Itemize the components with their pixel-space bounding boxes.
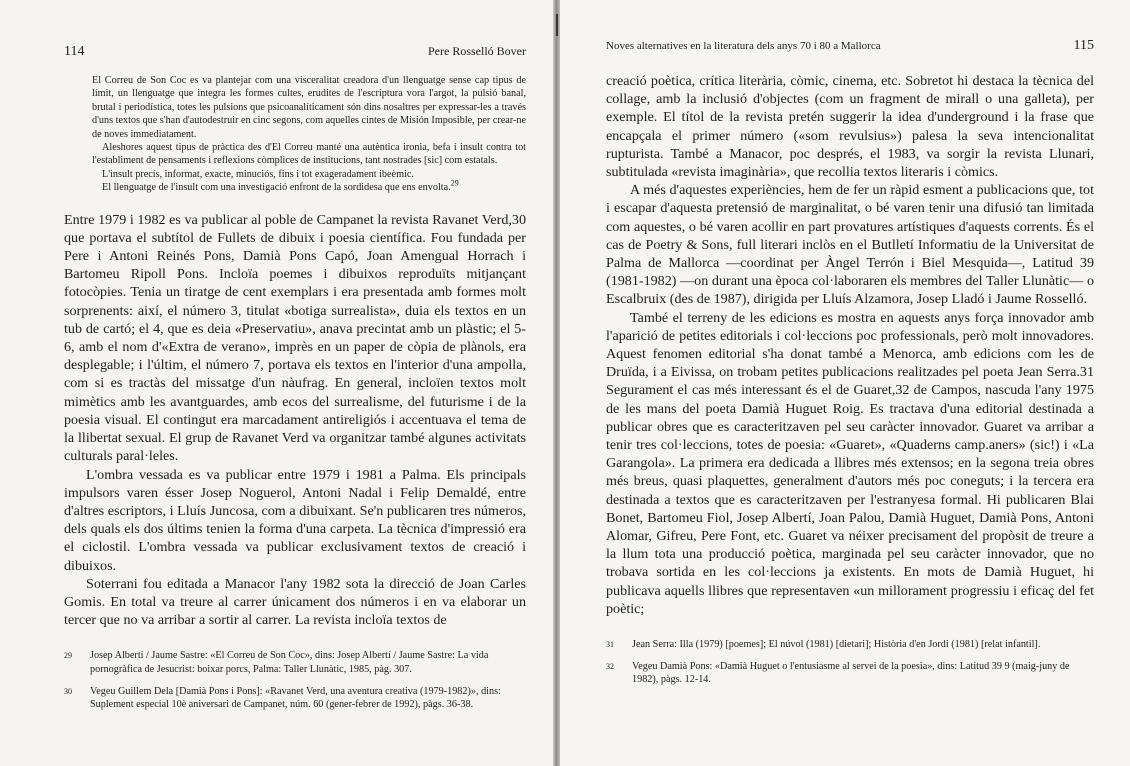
footnote-number: 29 [64,651,72,661]
paragraph: L'ombra vessada es va publicar entre 1979 i 1981 a Palma. Els principals impulsors varen ésser Josep Noguerol, Antoni Nadal i Felip Demaldé, entre d'altres escriptors, i Lluís Juncosa, com a dibuixant. Se'n publicaren tres números, dels quals els dos últims tenien la forma d'una carpeta. La tècnica d'impressió era el ciclostil. L'ombra vessada va publicar exclusivament textos de creació i dibuixos. [64,466,526,574]
footnote [64,649,526,676]
quote-paragraph: L'insult precís, informat, exacte, minuciós, fins i tot exageradament ibeèmic. [102,168,414,180]
footnote-text: Josep Albertí / Jaume Sastre: «El Correu de Son Coc», dins: Josep Albertí / Jaume Sastre: La vida pornogràfica de Jesucrist: boixar porcs, Palma: Taller Llunàtic, 1985, pàg. 307. [90,650,489,675]
quote-paragraph: El Correu de Son Coc es va plantejar com una visceralitat creadora d'un llenguatge sense cap tipus de límit, un llenguatge que integra les formes cultes, erudites de l'escriptura vora l'argot, la pulsió banal, brutal i periodística, totes les pulsions que psicoanalíticament són dins nosaltres per expressar-les a través d'uns textos que s'han d'autodestruir en cinc segons, com aquelles cintes de Misión Imposible, per crear-ne de noves immediatament. [92,75,526,140]
quote-text: El llenguatge de l'insult com una investigació enfront de la sordidesa que ens envolta. [102,182,451,194]
left-page [0,0,556,766]
footnote [606,660,1094,687]
right-page-header [606,38,1094,60]
quote-paragraph: Aleshores aquest tipus de pràctica des d'El Correu manté una autèntica ironia, befa i insult contra tot l'establiment de pensaments i reflexions còmplices de institucions, tant nostrades [sic] com estatals. [92,142,526,167]
book-spine-gutter [553,0,560,766]
running-head: Noves alternatives en la literatura dels anys 70 i 80 a Mallorca [606,40,881,52]
left-page-header [64,44,526,66]
paragraph: També el terreny de les edicions es mostra en aquests anys força innovador amb l'aparició de petites editorials i col·leccions poc professionals, però molt innovadores. Aquest fenomen editorial s'ha donat també a Menorca, amb edicions com les de Druïda, i a Eivissa, on trobam petites publicacions realitzades pel poeta Jean Serra.31 Segurament el cas més interessant és el de Guaret,32 de Campos, nascuda l'any 1975 de les mans del poeta Damià Huguet Roig. Es tractava d'una editorial destinada a publicar obres que es caracteritzaven pel seu caràcter innovador. Guaret va arribar a tenir tres col·leccions, totes de poesia: «Guaret», «Quaderns camp.aners» (sic!) i «La Garangola». La primera era dedicada a llibres més extensos; en la segona treia obres més breus, quasi plaquettes, generalment d'autors més poc coneguts; i la tercera era destinada a textos que es caracteritzaven per l'estranyesa formal. Hi publicaren Blai Bonet, Bartomeu Fiol, Josep Albertí, Joan Palou, Damià Huguet, Damià Pons, Antoni Alomar, Gifreu, Pere Font, etc. Guaret va néixer precisament del propòsit de treure a la llum tota una producció poètica, marginada pel seu caràcter innovador, que no trobava sortida en les col·leccions ja existents. En mots de Damià Huguet, hi publicava aquells llibres que representaven «un millorament progressiu i eficaç del fet poètic; [606,309,1094,617]
page-number: 114 [64,44,85,59]
right-page [560,0,1130,766]
block-quote [92,74,526,195]
paragraph: A més d'aquestes experiències, hem de fer un ràpid esment a publicacions que, tot i escapar d'aquesta pretensió de marginalitat, o bé varen tenir una difusió tan limitada com aquestes, o bé varen acollir en part provatures artístiques d'aquests corrents. És el cas de Poetry & Sons, full literari inclòs en el Butlletí Informatiu de la Universitat de Palma de Mallorca —coordinat per Àngel Terrón i Biel Mesquida—, Latitud 39 (1981-1982) —on durant una època col·laboraren els membres del Taller Llunàtic— o Escalbruix (des de 1987), dirigida per Lluís Alzamora, Josep Lladó i Jaume Rosselló. [606,182,1094,308]
footnote-text: Jean Serra: Illa (1979) [poemes]; El núvol (1981) [dietari]; Història d'en Jordi (1981) [relat infantil]. [632,639,1041,651]
footnote [64,685,526,712]
paragraph: Entre 1979 i 1982 es va publicar al poble de Campanet la revista Ravanet Verd,30 que portava el subtítol de Fullets de dibuix i poesia científica. Fou fundada per Pere i Antoni Reinés Pons, Damià Pons Capó, Joan Amengual Horrach i Bartomeu Ripoll Pons. Incloïa poemes i dibuixos reproduïts mitjançant fotocòpies. Tenia un tiratge de cent exemplars i era presentada amb formes molt sorprenents: així, el número 3, titulat «botiga surrealista», duia els textos en un tub de cartó; el 4, que es deia «Preservatiu», anava precintat amb un plàstic; el 5-6, amb el nom d'«Extra de verano», imprès en un paper de còpia de plànols, era desplegable; i l'últim, el número 7, portava els textos en l'interior d'una ampolla, com si es tractàs del missatge d'un nàufrag. En general, incloïen textos molt mimètics amb les avantguardes, amb ecos del surrealisme, del futurisme i de la poesia visual. El contingut era marcadament antireligiós i accentuava el tema de la llibertat sexual. El grup de Ravanet Verd va organitzar també algunes activitats culturals paral·leles. [64,211,526,465]
footnote-number: 30 [64,686,72,696]
footnote-text: Vegeu Damià Pons: «Damià Huguet o l'entusiasme al servei de la poesia», dins: Latitud 39 9 (maig-juny de 1982), pàgs. 12-14. [632,660,1070,686]
footnotes [64,649,526,711]
paragraph: creació poètica, crítica literària, còmic, cinema, etc. Sobretot hi destaca la tècnica del collage, amb la inclusió d'objectes (com un fragment de mirall o una galleta), per exemple. El títol de la revista pretén suggerir la idea d'underground i la frase que encapçala el primer número («som revulsius») palesa la seva intencionalitat rupturista. També a Manacor, poc després, el 1983, va sorgir la revista Llunari, subtitulada «revista imaginària», que recollia textos literaris i còmics. [606,73,1094,181]
paragraph: Soterrani fou editada a Manacor l'any 1982 sota la direcció de Joan Carles Gomis. En total va treure al carrer únicament dos números i en va elaborar un tercer que no va arribar a sortir al carrer. La revista incloïa textos de [64,575,526,629]
page-number: 115 [1073,38,1094,53]
footnote-number: 31 [606,640,614,650]
footnotes [606,638,1094,687]
quote-paragraph [92,178,526,194]
footnote [606,638,1094,652]
footnote-number: 32 [606,661,614,671]
running-head: Pere Rosselló Bover [428,44,526,58]
body-text [64,211,526,630]
body-text [606,72,1094,618]
footnote-text: Vegeu Guillem Dela [Damià Pons i Pons]: «Ravanet Verd, una aventura creativa (1979-1982)», dins: Suplement especial 10è aniversari de Campanet, núm. 60 (gener-febrer de 1992), pàgs. 36-38. [90,685,501,711]
footnote-ref: 29 [450,178,459,188]
binding-mark [556,14,558,36]
